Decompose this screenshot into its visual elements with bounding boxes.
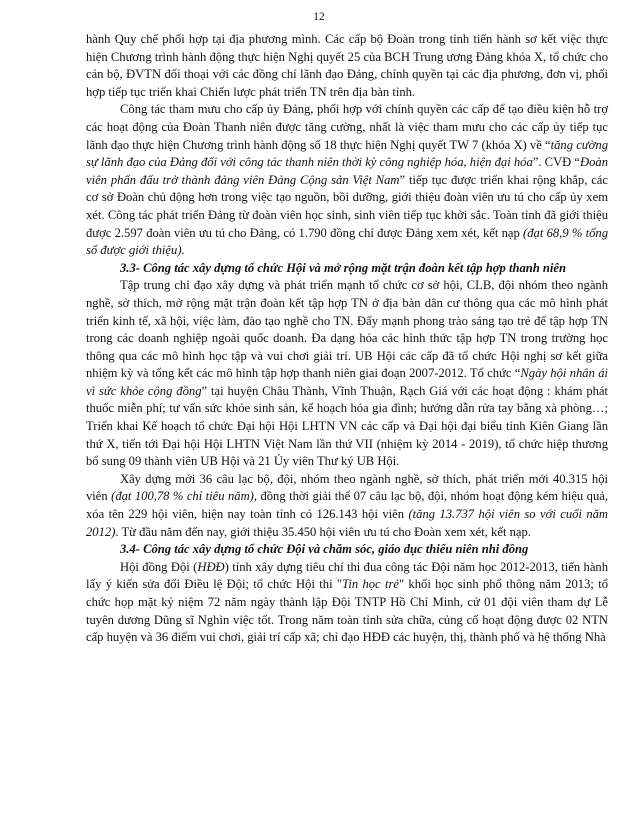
- text-segment: Hội đồng Đội (: [120, 559, 198, 574]
- text-segment: ) tỉnh xây dựng tiêu chí thi đua công tác Đội năm học 2012-2013, tiến hành lấy ý kiến sửa đổi Điều lệ Đội; tổ chức Hội thi ": [86, 559, 608, 592]
- text-segment: Công tác tham mưu cho cấp ủy Đảng, phối hợp với chính quyền các cấp để tạo điều kiện hỗ trợ các hoạt động của Đoàn Thanh niên được tăng cường, nhất là việc tham mưu cho các cấp ủy tiếp tục lãnh đạo thực hiện Chương trình hành động số 18 thực hiện Nghị quyết TW 7 (khóa X) về “: [86, 102, 608, 152]
- section-heading: [86, 541, 608, 559]
- page-number: 12: [313, 11, 325, 23]
- section-heading: [86, 260, 608, 278]
- document-body: [86, 31, 608, 647]
- text-segment: Tin học trẻ: [342, 577, 399, 592]
- text-segment: Tập trung chỉ đạo xây dựng và phát triển mạnh tổ chức cơ sở hội, CLB, đội nhóm theo ngành nghề, sở thích, mở rộng mặt trận đoàn kết tập hợp TN ở địa bàn dân cư thông qua các mô hình phát triển kinh tế, xã hội, việc làm, đào tạo nghề cho TN. Đẩy mạnh phong trào sáng tạo trẻ để tập hợp TN trong các doanh nghiệp ngoài quốc doanh. Đa dạng hóa các hình thức tập hợp TN trong trường học thông qua các mô hình học tập và vui chơi giải trí. UB Hội các cấp đã tổ chức Hội nghị sơ kết giữa nhiệm kỳ và tổng kết các mô hình tập hợp thanh niên giai đoạn 2007-2012. Tổ chức “: [86, 278, 608, 381]
- text-segment: 3.4- Công tác xây dựng tổ chức Đội và chăm sóc, giáo dục thiếu niên nhi đồng: [120, 542, 529, 557]
- text-segment: hành Quy chế phối hợp tại địa phương mình. Các cấp bộ Đoàn trong tỉnh tiến hành sơ kết việc thực hiện Chương trình hành động thực hiện Nghị quyết 25 của BCH Trung ương Đảng khóa X, tổ chức cho cán bộ, ĐVTN đối thoại với các đồng chí lãnh đạo Đảng, chính quyền tại các địa phương, đơn vị, phối hợp tiếp tục triển khai Chiến lược phát triển TN trên địa bàn tỉnh.: [86, 32, 608, 99]
- text-segment: 3.3- Công tác xây dựng tổ chức Hội và mở rộng mặt trận đoàn kết tập hợp thanh niên: [120, 260, 567, 275]
- text-segment: Đoàn viên phấn đấu trở thành đảng viên Đảng Cộng sản Việt Nam: [86, 155, 609, 187]
- text-segment: Ngày hội nhân ái vì sức khỏe cộng đồng: [86, 366, 608, 398]
- text-segment: (đạt 68,9 % tổng số được giới thiệu).: [86, 225, 608, 258]
- text-segment: HĐĐ: [197, 559, 225, 574]
- text-segment: . Từ đầu năm đến nay, giới thiệu 35.450 hội viên ưu tú cho Đoàn xem xét, kết nạp.: [115, 524, 531, 539]
- paragraph: [86, 101, 608, 259]
- text-segment: , đồng thời giải thể 07 câu lạc bộ, đội, nhóm hoạt động kém hiệu quả, xóa tên 229 hội viên, hiện nay toàn tỉnh có 126.143 hội viên: [86, 489, 608, 522]
- text-segment: (tăng 13.737 hội viên so với cuối năm 2012): [86, 507, 609, 539]
- paragraph: [86, 31, 608, 101]
- paragraph: [86, 559, 608, 647]
- text-segment: Xây dựng mới 36 câu lạc bộ, đội, nhóm theo ngành nghề, sở thích, phát triển mới 40.315 hội viên: [86, 471, 608, 504]
- text-segment: ” tiếp tục được triển khai rộng khắp, các cơ sở Đoàn chủ động hơn trong việc tạo nguồn, bồi dưỡng, giới thiệu đoàn viên ưu tú cho cấp ủy xem xét. Công tác phát triển Đảng từ đoàn viên học sinh, sinh viên tiếp tục khởi sắc. Toàn tỉnh đã giới thiệu được 2.597 đoàn viên ưu tú cho Đảng, có 1.790 đồng chí được Đảng xem xét, kết nạp: [86, 172, 608, 240]
- text-segment: " khối học sinh phổ thông năm 2013; tổ chức họp mặt kỷ niệm 72 năm ngày thành lập Đội TNTP Hồ Chí Minh, cử 01 đội viên tham dự Lễ tuyên dương Dũng sĩ Nghìn việc tốt. Trong năm toàn tỉnh sửa chữa, củng cố hoạt động được 02 NTN cấp huyện và 36 điểm vui chơi, giải trí cấp xã; chỉ đạo HĐĐ các huyện, thị, thành phố và hệ thống Nhà: [86, 577, 608, 645]
- text-segment: tăng cường sự lãnh đạo của Đảng đối với công tác thanh niên thời kỳ công nghiệp hóa, hiện đại hóa: [86, 137, 608, 170]
- text-segment: (đạt 100,78 % chỉ tiêu năm): [111, 489, 254, 504]
- paragraph: [86, 471, 608, 541]
- text-segment: ” tại huyện Châu Thành, Vĩnh Thuận, Rạch Giá với các hoạt động : khám phát thuốc miễn phí; tư vấn sức khỏe sinh sản, kế hoạch hóa gia đình; hướng dẫn rửa tay bằng xà phòng…; Triển khai Kế hoạch tổ chức Đại hội Hội LHTN VN các cấp và Đại hội đại biểu tỉnh Kiên Giang lần thứ X, tiến tới Đại hội Hội LHTN Việt Nam lần thứ VII (nhiệm kỳ 2014 - 2019), tổ chức hiệp thương bổ sung 09 thành viên UB Hội và 21 Ủy viên Thư ký UB Hội.: [86, 383, 609, 469]
- paragraph: [86, 277, 608, 471]
- text-segment: ”. CVĐ “: [532, 155, 581, 170]
